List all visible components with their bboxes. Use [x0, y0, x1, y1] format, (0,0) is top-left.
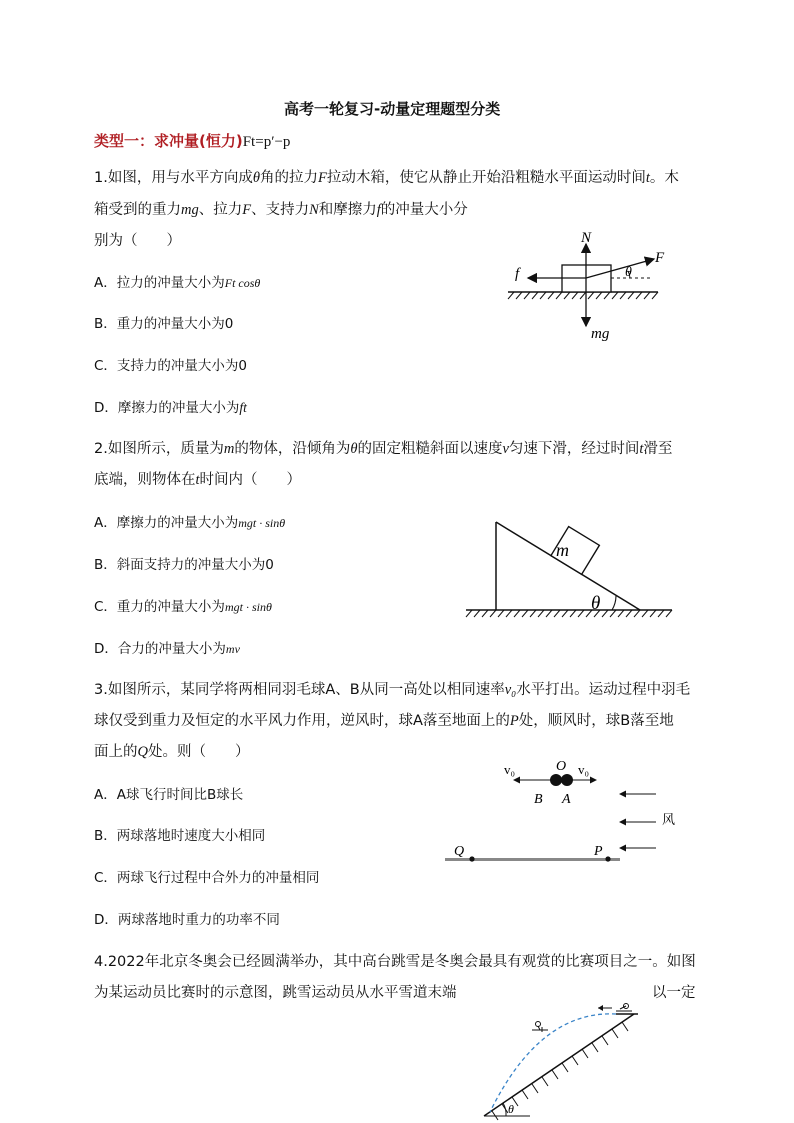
q2-theta: θ: [350, 441, 358, 457]
q1-f: f: [376, 202, 381, 218]
q3-stem-line3: [94, 742, 249, 762]
q3-stem-line2: [94, 711, 674, 731]
label-mg: mg: [591, 326, 610, 342]
option-text: A．摩擦力的冲量大小为: [94, 515, 239, 531]
q3-text: 处。则（ ）: [147, 744, 250, 760]
q2-text: 时间内（ ）: [199, 472, 302, 488]
q3-option-a[interactable]: A．A球飞行时间比B球长: [94, 787, 244, 803]
q1-text: 的冲量大小分: [380, 202, 468, 218]
q2-text: 2.如图所示，质量为: [94, 441, 224, 457]
q2-figure: [460, 518, 680, 628]
type-formula: Ft=p′−p: [242, 134, 291, 150]
q2-option-c[interactable]: [94, 597, 272, 617]
q3-option-b[interactable]: B．两球落地时速度大小相同: [94, 828, 266, 844]
skier-flight-icon: [532, 1022, 548, 1033]
type-heading: [94, 130, 290, 151]
label-P: P: [594, 844, 603, 859]
label-f: f: [515, 266, 520, 282]
q1-text: 箱受到的重力: [94, 202, 181, 218]
q1-text: 、拉力: [198, 202, 243, 218]
option-text: C．重力的冲量大小为: [94, 599, 225, 615]
q2-text: 滑至: [643, 441, 673, 457]
option-expr: mv: [225, 642, 240, 656]
q1-t: t: [645, 170, 650, 186]
label-v0-left: v₀: [504, 762, 516, 777]
q1-F: F: [317, 170, 327, 186]
q2-v: v: [502, 441, 509, 457]
q3-option-c[interactable]: C．两球飞行过程中合外力的冲量相同: [94, 870, 320, 886]
q2-stem-line1: [94, 439, 672, 459]
q1-option-c[interactable]: C．支持力的冲量大小为0: [94, 358, 248, 374]
ground-hatch: [466, 610, 672, 617]
angle-arc: [503, 1103, 506, 1116]
q2-text: 匀速下滑，经过时间: [508, 441, 640, 457]
q1-text: 拉动木箱，使它从静止开始沿粗糙水平面运动时间: [326, 170, 646, 186]
q3-text: 面上的: [94, 744, 138, 760]
q3-text: 水平打出。运动过程中羽毛: [516, 682, 691, 698]
q2-text: 的物体，沿倾角为: [234, 441, 351, 457]
label-B: B: [534, 792, 543, 807]
q1-mg: mg: [181, 202, 199, 218]
label-theta: θ: [508, 1102, 514, 1116]
trajectory-dashed: [490, 1014, 616, 1112]
label-O: O: [556, 759, 567, 774]
ball-B: [550, 774, 562, 786]
label-N: N: [581, 230, 592, 246]
q1-option-a[interactable]: [94, 273, 260, 293]
label-theta: θ: [591, 593, 601, 614]
q4-stem-line2a: 为某运动员比赛时的示意图，跳雪运动员从水平雪道末端: [94, 985, 457, 1001]
q1-N: N: [309, 202, 319, 218]
page-title: 高考一轮复习-动量定理题型分类: [284, 100, 501, 118]
q4-stem-line1: 4.2022年北京冬奥会已经圆满举办，其中高台跳雪是冬奥会最具有观赏的比赛项目之一。如图: [94, 954, 696, 970]
type-label: 类型一：求冲量(恒力): [94, 132, 243, 150]
q2-option-a[interactable]: [94, 513, 285, 533]
angle-arc: [612, 596, 616, 610]
q1-figure: [500, 226, 680, 346]
q2-text: 的固定粗糙斜面以速度: [357, 441, 503, 457]
label-m: m: [556, 540, 569, 560]
label-A: A: [562, 792, 571, 807]
q1-stem-line1: [94, 168, 679, 188]
label-v0-right: v₀: [578, 762, 590, 777]
q1-theta: θ: [252, 170, 260, 186]
velocity-arrowhead: [598, 1005, 603, 1011]
option-text: A．拉力的冲量大小为: [94, 275, 225, 291]
option-expr: Ft cosθ: [224, 276, 261, 290]
option-expr: mgt · sinθ: [238, 516, 286, 530]
slope-line: [484, 1014, 634, 1116]
q3-stem-line1: [94, 680, 690, 700]
q1-option-b[interactable]: B．重力的冲量大小为0: [94, 316, 234, 332]
q4-figure: [470, 1000, 650, 1122]
q2-option-b[interactable]: B．斜面支持力的冲量大小为0: [94, 557, 274, 573]
q1-stem-line3: 别为（ ）: [94, 233, 181, 249]
q3-text: 球仅受到重力及恒定的水平风力作用，逆风时，球A落至地面上的: [94, 713, 510, 729]
q1-option-d[interactable]: [94, 398, 247, 418]
label-wind: 风: [662, 812, 676, 827]
q2-option-d[interactable]: [94, 639, 240, 659]
label-Q: Q: [454, 844, 465, 859]
q3-text: 处，顺风时，球B落至地: [518, 713, 674, 729]
q3-v0: v₀: [504, 682, 517, 698]
q3-P: P: [509, 713, 519, 729]
q2-m: m: [223, 441, 235, 457]
label-F: F: [655, 250, 665, 266]
q1-text: 和摩擦力: [318, 202, 377, 218]
q3-Q: Q: [137, 744, 148, 760]
q1-text: 。木: [649, 170, 679, 186]
skier-top-icon: [616, 1004, 632, 1012]
q2-stem-line2: [94, 470, 301, 490]
q3-option-d[interactable]: D．两球落地时重力的功率不同: [94, 912, 280, 928]
q2-t: t: [195, 472, 200, 488]
q2-t: t: [639, 441, 644, 457]
q1-text: 、支持力: [251, 202, 310, 218]
q3-text: 3.如图所示，某同学将两相同羽毛球A、B从同一高处以相同速率: [94, 682, 505, 698]
q2-text: 底端，则物体在: [94, 472, 196, 488]
ground-hatch: [508, 292, 658, 299]
option-text: D．合力的冲量大小为: [94, 641, 226, 657]
q1-text: 1.如图，用与水平方向成: [94, 170, 253, 186]
ball-A: [561, 774, 573, 786]
point-P: [605, 856, 610, 861]
point-Q: [469, 856, 474, 861]
label-theta: θ: [625, 265, 632, 280]
q1-text: 角的拉力: [259, 170, 318, 186]
q4-stem-line2b: 以一定: [652, 985, 696, 1001]
q1-stem-line2: [94, 200, 468, 220]
option-expr: mgt · sinθ: [224, 600, 272, 614]
q1-F: F: [242, 202, 252, 218]
q3-figure: [440, 752, 700, 872]
option-expr: ft: [239, 400, 247, 415]
option-text: D．摩擦力的冲量大小为: [94, 400, 240, 416]
